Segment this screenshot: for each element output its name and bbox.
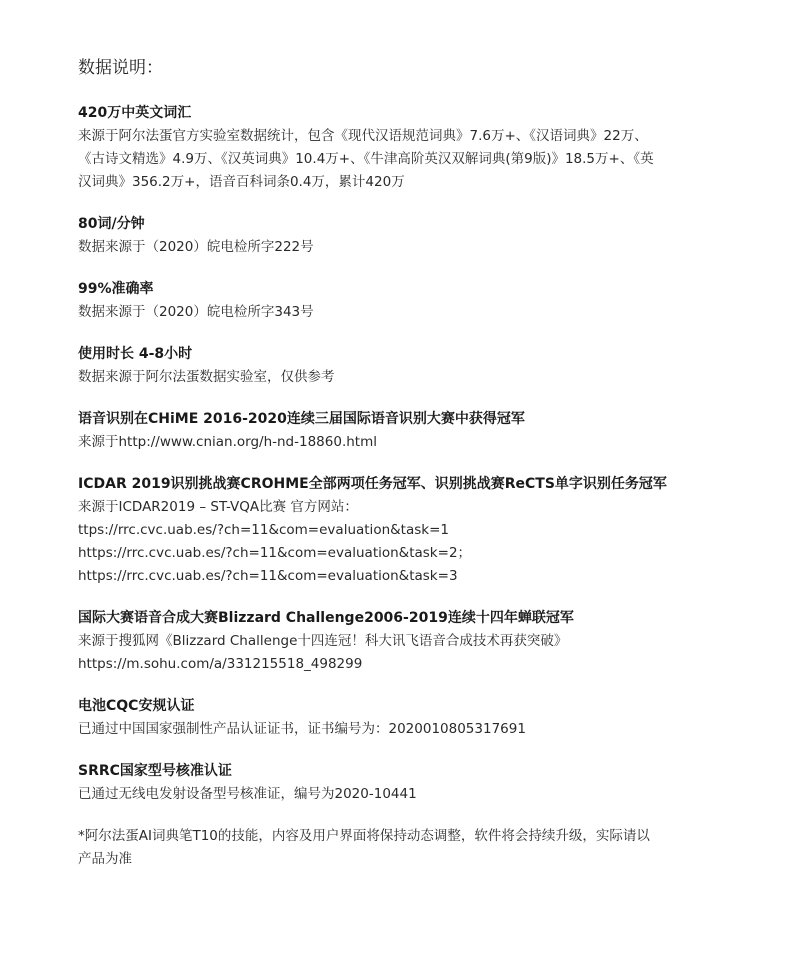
- section-heading: 语音识别在CHiME 2016-2020连续三届国际语音识别大赛中获得冠军: [78, 411, 525, 427]
- section-body: [78, 125, 738, 194]
- body-line: 来源于搜狐网《Blizzard Challenge十四连冠！科大讯飞语音合成技术再获突破》: [78, 633, 568, 649]
- section-battery-life: [78, 343, 738, 389]
- data-notes-page: [78, 54, 738, 871]
- section-cqc-certification: [78, 695, 738, 741]
- body-line: 来源于阿尔法蛋官方实验室数据统计，包含《现代汉语规范词典》7.6万+、《汉语词典》22万、: [78, 128, 648, 144]
- footnote-line: *阿尔法蛋AI词典笔T10的技能，内容及用户界面将保持动态调整，软件将会持续升级，实际请以: [78, 828, 650, 844]
- body-line: 《古诗文精选》4.9万、《汉英词典》10.4万+、《牛津高阶英汉双解词典(第9版)》18.5万+、《英: [78, 151, 654, 167]
- body-line: 汉词典》356.2万+，语音百科词条0.4万，累计420万: [78, 174, 405, 190]
- footnote-line: 产品为准: [78, 851, 132, 867]
- section-body: [78, 301, 738, 324]
- source-link: https://rrc.cvc.uab.es/?ch=11&com=evaluation&task=2；: [78, 545, 472, 561]
- source-link: 来源于http://www.cnian.org/h-nd-18860.html: [78, 434, 377, 450]
- body-line: 数据来源于（2020）皖电检所字343号: [78, 304, 314, 320]
- source-link: https://rrc.cvc.uab.es/?ch=11&com=evaluation&task=3: [78, 568, 458, 584]
- section-accuracy: [78, 278, 738, 324]
- section-blizzard-award: [78, 607, 738, 676]
- section-chime-award: [78, 408, 738, 454]
- section-body: [78, 431, 738, 454]
- section-srrc-certification: [78, 760, 738, 806]
- page-title: 数据说明：: [78, 58, 163, 78]
- section-icdar-award: [78, 473, 738, 588]
- section-body: [78, 783, 738, 806]
- section-body: [78, 236, 738, 259]
- section-speed: [78, 213, 738, 259]
- section-heading: 国际大赛语音合成大赛Blizzard Challenge2006-2019连续十四年蝉联冠军: [78, 610, 574, 626]
- body-line: 已通过无线电发射设备型号核准证，编号为2020-10441: [78, 786, 417, 802]
- section-body: [78, 630, 738, 676]
- body-line: 已通过中国国家强制性产品认证证书，证书编号为：2020010805317691: [78, 721, 526, 737]
- source-link: ttps://rrc.cvc.uab.es/?ch=11&com=evaluation&task=1: [78, 522, 449, 538]
- section-body: [78, 496, 738, 588]
- section-heading: 99%准确率: [78, 281, 154, 297]
- section-heading: 电池CQC安规认证: [78, 698, 195, 714]
- section-vocabulary: [78, 102, 738, 194]
- body-line: 数据来源于阿尔法蛋数据实验室，仅供参考: [78, 369, 335, 385]
- body-line: 数据来源于（2020）皖电检所字222号: [78, 239, 314, 255]
- section-heading: 使用时长 4-8小时: [78, 346, 193, 362]
- body-line: 来源于ICDAR2019 – ST-VQA比赛 官方网站：: [78, 499, 358, 515]
- footnote: [78, 825, 738, 871]
- section-heading: 80词/分钟: [78, 216, 145, 232]
- section-heading: SRRC国家型号核准认证: [78, 763, 232, 779]
- section-heading: 420万中英文词汇: [78, 105, 192, 121]
- section-body: [78, 718, 738, 741]
- source-link: https://m.sohu.com/a/331215518_498299: [78, 656, 363, 672]
- section-body: [78, 366, 738, 389]
- section-heading: ICDAR 2019识别挑战赛CROHME全部两项任务冠军、识别挑战赛ReCTS单字识别任务冠军: [78, 476, 667, 492]
